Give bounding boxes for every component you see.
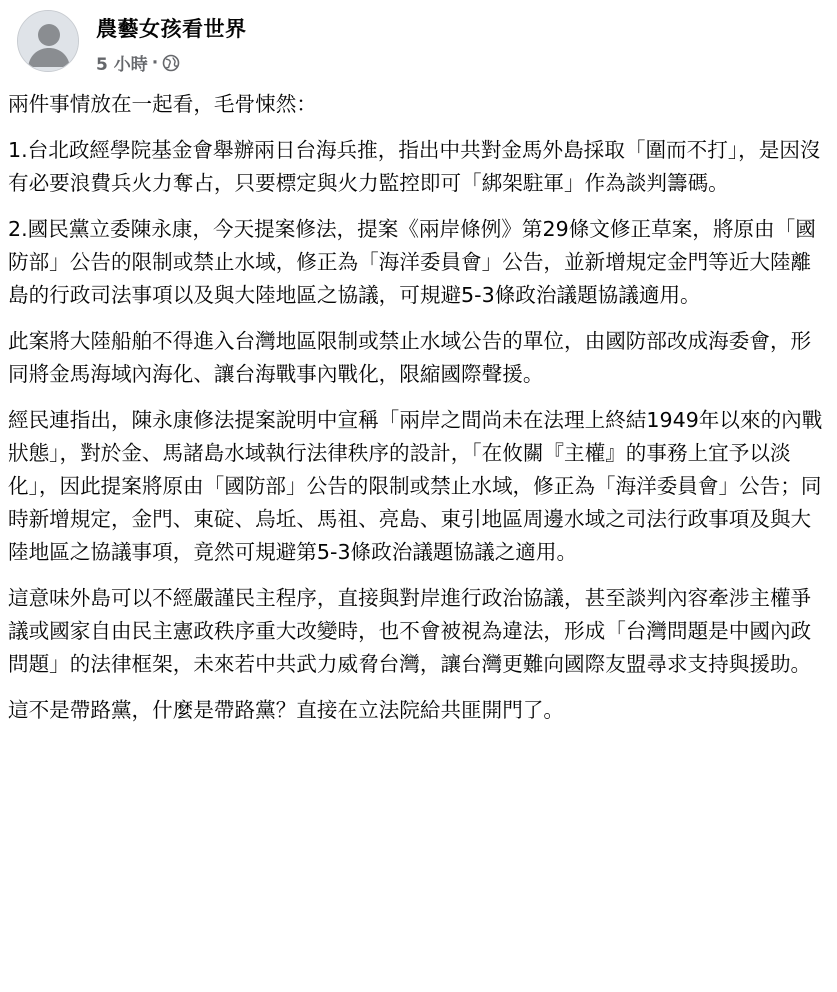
- post-paragraph: 這意味外島可以不經嚴謹民主程序，直接與對岸進行政治協議，甚至談判內容牽涉主權爭議或國家自由民主憲政秩序重大改變時，也不會被視為違法，形成「台灣問題是中國內政問題」的法律框架，未來若中共武力威脅台灣，讓台灣更難向國際友盟尋求支持與援助。: [8, 586, 812, 676]
- post-paragraph: 這不是帶路黨，什麼是帶路黨？直接在立法院給共匪開門了。: [8, 698, 565, 722]
- post-timestamp[interactable]: 5 小時: [96, 55, 148, 75]
- post-paragraph: 經民連指出，陳永康修法提案說明中宣稱「兩岸之間尚未在法理上終結1949年以來的內戰狀態」，對於金、馬諸島水域執行法律秩序的設計，「在攸關『主權』的事務上宜予以淡化」，因此提案將原由「國防部」公告的限制或禁止水域，修正為「海洋委員會」公告；同時新增規定，金門、東碇、烏坵、馬祖、亮島、東引地區周邊水域之司法行政事項及與大陸地區之協議事項，竟然可規避第5-3條政治議題協議之適用。: [8, 408, 823, 564]
- post-meta: [96, 50, 180, 75]
- post-header: [17, 10, 817, 80]
- post-paragraph: 1.台北政經學院基金會舉辦兩日台海兵推，指出中共對金馬外島採取「圍而不打」，是因沒有必要浪費兵火力奪占，只要標定與火力監控即可「綁架駐軍」作為談判籌碼。: [8, 138, 821, 195]
- post-paragraph: 此案將大陸船舶不得進入台灣地區限制或禁止水域公告的單位，由國防部改成海委會，形同將金馬海域內海化、讓台海戰事內戰化，限縮國際聲援。: [8, 329, 812, 386]
- default-avatar-icon: [18, 11, 79, 72]
- avatar[interactable]: [17, 10, 79, 72]
- author-name[interactable]: 農藝女孩看世界: [96, 17, 247, 41]
- post-paragraph: 兩件事情放在一起看，毛骨悚然：: [8, 92, 317, 116]
- post-body: [8, 88, 828, 740]
- meta-separator: ·: [151, 52, 159, 73]
- post-paragraph: 2.國民黨立委陳永康，今天提案修法，提案《兩岸條例》第29條文修正草案，將原由「國防部」公告的限制或禁止水域，修正為「海洋委員會」公告，並新增規定金門等近大陸離島的行政司法事項以及與大陸地區之協議，可規避5-3條政治議題協議適用。: [8, 217, 816, 307]
- globe-icon[interactable]: [162, 54, 180, 72]
